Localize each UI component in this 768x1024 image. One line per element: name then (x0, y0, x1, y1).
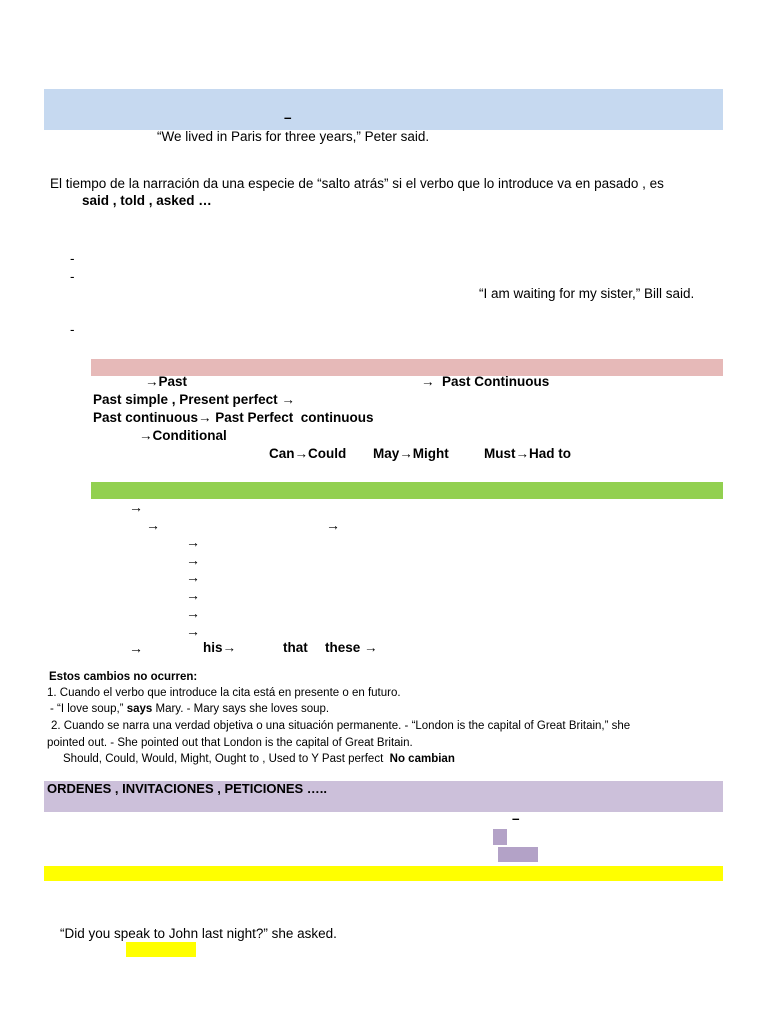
exception-case-1: 1. Cuando el verbo que introduce la cita está en presente o en futuro. (47, 687, 401, 699)
tense-past: →Past (145, 374, 188, 389)
modals-note-text: Should, Could, Would, Might, Ought to , Used to Y Past perfect (63, 753, 390, 765)
arrow-icon: → (129, 640, 143, 656)
tense-past-simple-present-perfect: Past simple , Present perfect → (93, 392, 295, 407)
example-waiting: “I am waiting for my sister,” Bill said. (479, 286, 695, 301)
modal-can-could: Can→Could (269, 446, 347, 461)
example-bold-says: says (126, 703, 153, 715)
example-paris: “We lived in Paris for three years,” Peter said. (157, 129, 430, 144)
change-his: his→ (203, 640, 237, 655)
tense-past-continuous: → Past Continuous (421, 374, 550, 389)
header-band (44, 89, 723, 130)
example-question: “Did you speak to John last night?” she asked. (60, 926, 337, 941)
arrow-icon: → (146, 517, 160, 533)
arrow-icon: → (326, 517, 340, 533)
arrow-icon: → (186, 552, 200, 568)
exception-case-2-line-1: 2. Cuando se narra una verdad objetiva o una situación permanente. - “London is the capital of Great Britain,” she (51, 720, 631, 732)
bullet-dash: - (70, 322, 75, 337)
tense-conditional: →Conditional (139, 428, 227, 443)
arrow-icon: → (186, 569, 200, 585)
highlight-block (498, 847, 538, 862)
questions-band (44, 866, 723, 881)
bullet-dash: - (70, 269, 75, 284)
orders-title: ORDENES , INVITACIONES , PETICIONES ….. (47, 781, 328, 796)
modals-note (63, 752, 455, 766)
orders-dash: – (512, 811, 520, 826)
change-these: these → (325, 640, 378, 655)
arrow-icon: → (186, 605, 200, 621)
modal-must-had-to: Must→Had to (484, 446, 571, 461)
arrow-icon: → (186, 534, 200, 550)
introducing-verbs: said , told , asked … (82, 193, 212, 208)
bullet-dash: - (70, 251, 75, 266)
highlight-block-small (493, 829, 507, 845)
exception-case-2-line-2: pointed out. - She pointed out that London is the capital of Great Britain. (47, 737, 413, 749)
explanation-text: El tiempo de la narración da una especie de “salto atrás” si el verbo que lo introduce va en pasado , es (50, 176, 664, 191)
modals-note-bold: No cambian (389, 753, 455, 765)
example-text: - “I love soup,” (50, 703, 127, 715)
example-text: Mary. - Mary says she loves soup. (152, 703, 330, 715)
highlight-block-yellow (126, 942, 196, 957)
exceptions-title: Estos cambios no ocurren: (49, 671, 198, 683)
arrow-icon: → (186, 623, 200, 639)
tense-past-continuous-row: Past continuous→ Past Perfect continuous (93, 410, 374, 425)
other-changes-band (91, 482, 723, 499)
header-dash: – (284, 110, 292, 125)
modal-may-might: May→Might (373, 446, 449, 461)
arrow-icon: → (186, 587, 200, 603)
arrow-icon: → (129, 499, 143, 515)
change-that: that (283, 640, 308, 655)
exception-case-1-example (50, 702, 329, 716)
